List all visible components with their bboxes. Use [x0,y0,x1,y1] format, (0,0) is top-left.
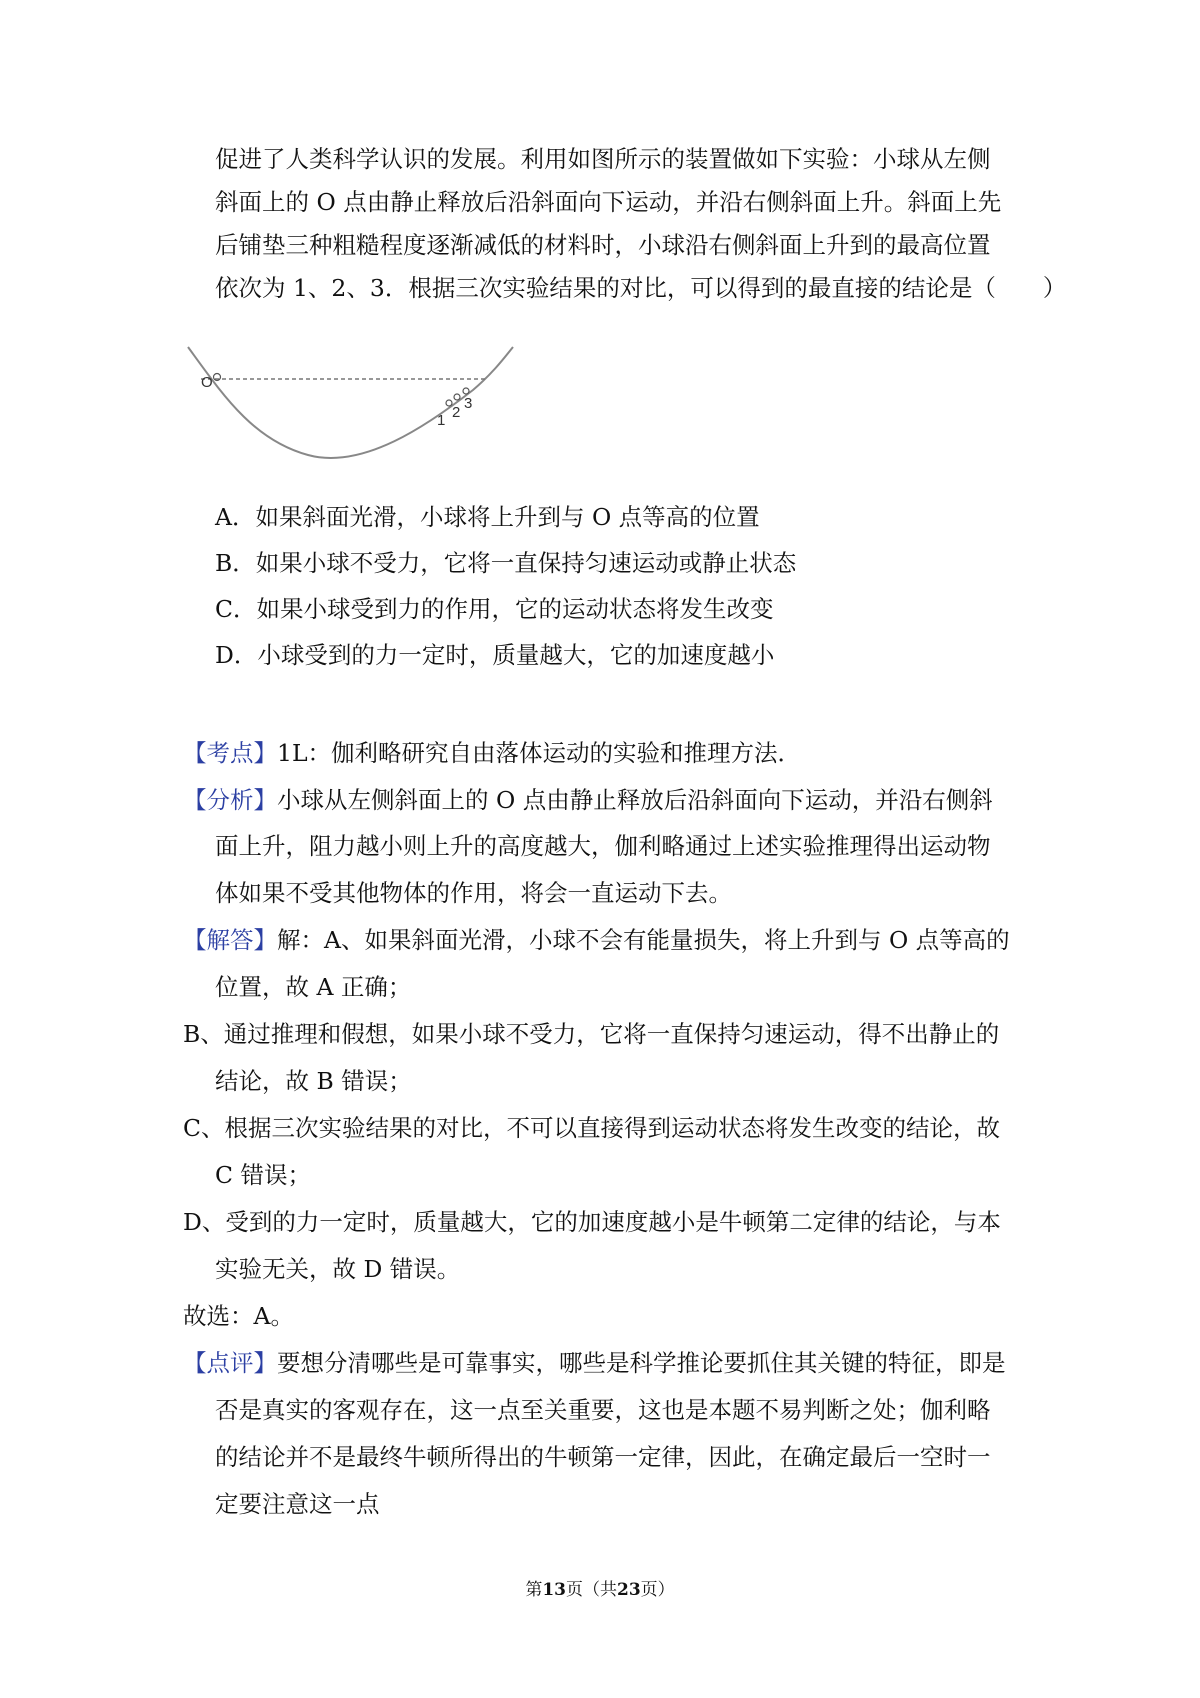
jieda-c-line-1: C、根据三次实验结果的对比，不可以直接得到运动状态将发生改变的结论，故 [183,1114,1000,1142]
dianping-tag: 【点评】 [183,1349,277,1377]
answer-select: 故选：A。 [183,1302,294,1330]
label-3: 3 [464,395,473,412]
fenxi-line-3: 体如果不受其他物体的作用，将会一直运动下去。 [215,879,732,907]
fenxi-tag: 【分析】 [183,786,277,814]
footer-total-pages: 23 [617,1580,641,1600]
jieda-c-line-2: C 错误； [215,1161,311,1189]
jieda-b-line-2: 结论，故 B 错误； [215,1067,412,1095]
fenxi-line-1 [183,783,993,817]
jieda-line-1 [183,923,1010,957]
footer-mid: 页（共 [566,1580,617,1600]
question-line-4: 依次为 1、2、3．根据三次实验结果的对比，可以得到的最直接的结论是（ ） [215,274,1067,302]
page-footer [0,1578,1200,1602]
dianping-line-2: 否是真实的客观存在，这一点至关重要，这也是本题不易判断之处；伽利略 [215,1396,991,1424]
option-b: B．如果小球不受力，它将一直保持匀速运动或静止状态 [215,549,797,577]
dianping-line-3: 的结论并不是最终牛顿所得出的牛顿第一定律，因此，在确定最后一空时一 [215,1443,991,1471]
jieda-b-line-1: B、通过推理和假想，如果小球不受力，它将一直保持匀速运动，得不出静止的 [183,1020,1000,1048]
footer-prefix: 第 [525,1580,543,1600]
question-line-1: 促进了人类科学认识的发展。利用如图所示的装置做如下实验：小球从左侧 [215,145,991,173]
kaodian-line [183,736,801,770]
jieda-tag: 【解答】 [183,926,277,954]
option-d: D．小球受到的力一定时，质量越大，它的加速度越小 [215,641,775,669]
jieda-d-line-1: D、受到的力一定时，质量越大，它的加速度越小是牛顿第二定律的结论，与本 [183,1208,1001,1236]
option-c: C．如果小球受到力的作用，它的运动状态将发生改变 [215,595,774,623]
question-line-2: 斜面上的 O 点由静止释放后沿斜面向下运动，并沿右侧斜面上升。斜面上先 [215,188,1002,216]
fenxi-line-2: 面上升，阻力越小则上升的高度越大，伽利略通过上述实验推理得出运动物 [215,832,991,860]
dianping-text-1: 要想分清哪些是可靠事实，哪些是科学推论要抓住其关键的特征，即是 [277,1349,1006,1377]
kaodian-text: 1L：伽利略研究自由落体运动的实验和推理方法． [277,739,802,767]
label-2: 2 [452,404,461,421]
jieda-d-line-2: 实验无关，故 D 错误。 [215,1255,461,1283]
dianping-line-4: 定要注意这一点 [215,1490,380,1518]
jieda-text-1: 解：A、如果斜面光滑，小球不会有能量损失，将上升到与 O 点等高的 [277,926,1010,954]
dianping-line-1 [183,1346,1006,1380]
label-o: O [201,374,213,391]
kaodian-tag: 【考点】 [183,739,277,767]
ball-3 [463,388,469,394]
footer-suffix: 页） [640,1580,675,1600]
ball-2 [454,394,460,400]
jieda-line-2: 位置，故 A 正确； [215,973,412,1001]
question-line-3: 后铺垫三种粗糙程度逐渐减低的材料时，小球沿右侧斜面上升到的最高位置 [215,231,991,259]
incline-figure [183,345,523,480]
label-1: 1 [437,412,446,429]
option-a: A．如果斜面光滑，小球将上升到与 O 点等高的位置 [215,503,760,531]
footer-page-number: 13 [542,1580,566,1600]
fenxi-text-1: 小球从左侧斜面上的 O 点由静止释放后沿斜面向下运动，并沿右侧斜 [277,786,993,814]
